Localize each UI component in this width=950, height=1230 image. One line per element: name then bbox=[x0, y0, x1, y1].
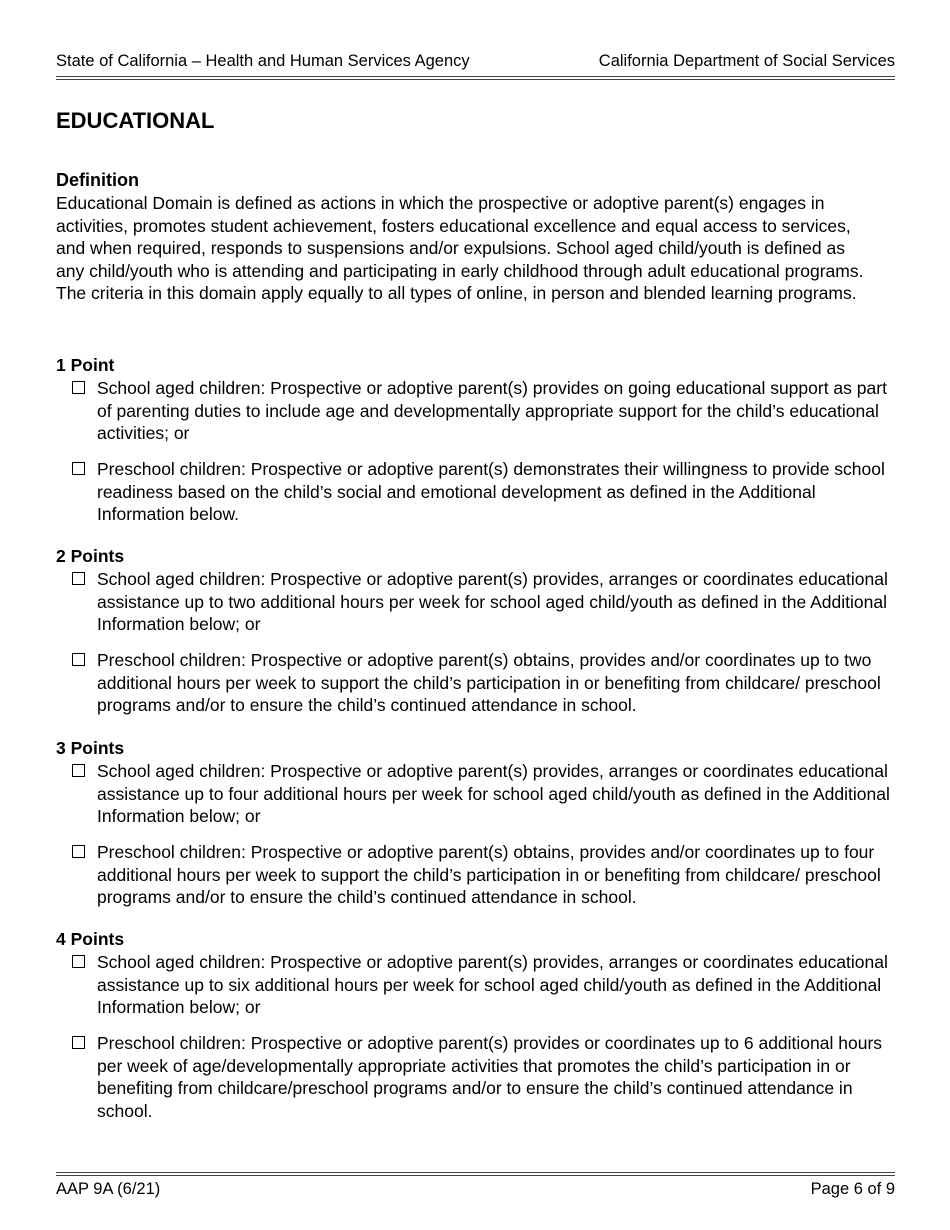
points-4-item-preschool bbox=[72, 1032, 897, 1122]
item-text: School aged children: Prospective or adoptive parent(s) provides, arranges or coordinates educational assistance up to four additional hours per week for school aged child/youth as defined in the Additional Information below; or bbox=[97, 761, 890, 826]
page-title: EDUCATIONAL bbox=[56, 108, 215, 133]
points-3-item-preschool bbox=[72, 841, 897, 909]
header-department: California Department of Social Services bbox=[598, 52, 895, 70]
item-text: School aged children: Prospective or adoptive parent(s) provides, arranges or coordinates educational assistance up to six additional hours per week for school aged child/youth as defined in the Additional Information below; or bbox=[97, 952, 888, 1017]
footer-rule bbox=[56, 1172, 895, 1173]
points-3-item-school bbox=[72, 760, 897, 828]
points-1-item-school bbox=[72, 377, 897, 445]
points-3-heading: 3 Points bbox=[56, 738, 125, 758]
page-footer bbox=[56, 1180, 895, 1199]
header-rule bbox=[56, 76, 895, 77]
checkbox[interactable] bbox=[72, 1036, 85, 1049]
footer-rule bbox=[56, 1175, 895, 1176]
form-number: AAP 9A (6/21) bbox=[56, 1180, 161, 1198]
points-1-heading: 1 Point bbox=[56, 355, 115, 375]
header-agency: State of California – Health and Human Services Agency bbox=[56, 52, 470, 70]
page-number: Page 6 of 9 bbox=[810, 1180, 895, 1198]
page-header bbox=[56, 52, 895, 71]
points-4-item-school bbox=[72, 951, 897, 1019]
checkbox[interactable] bbox=[72, 955, 85, 968]
points-4-heading: 4 Points bbox=[56, 929, 125, 949]
item-text: Preschool children: Prospective or adoptive parent(s) obtains, provides and/or coordinates up to four additional hours per week to support the child’s participation in or benefiting from childcare/ preschool programs and/or to ensure the child’s continued attendance in school. bbox=[97, 842, 881, 907]
checkbox[interactable] bbox=[72, 572, 85, 585]
document-page bbox=[56, 0, 895, 1230]
points-1-item-preschool bbox=[72, 458, 897, 526]
item-text: School aged children: Prospective or adoptive parent(s) provides, arranges or coordinates educational assistance up to two additional hours per week for school aged child/youth as defined in the Additional Information below; or bbox=[97, 569, 888, 634]
points-2-item-school bbox=[72, 568, 897, 636]
definition-heading: Definition bbox=[56, 170, 139, 190]
item-text: School aged children: Prospective or adoptive parent(s) provides on going educational support as part of parenting duties to include age and developmentally appropriate support for the child’s educational activities; or bbox=[97, 378, 887, 443]
item-text: Preschool children: Prospective or adoptive parent(s) demonstrates their willingness to provide school readiness based on the child’s social and emotional development as defined in the Additional Information below. bbox=[97, 459, 885, 524]
points-2-heading: 2 Points bbox=[56, 546, 125, 566]
definition-text: Educational Domain is defined as actions in which the prospective or adoptive parent(s) engages in activities, promotes student achievement, fosters educational excellence and equal access to services, and when required, responds to suspensions and/or expulsions. School aged child/youth is defined as any child/youth who is attending and participating in early childhood through adult educational programs. The criteria in this domain apply equally to all types of online, in person and blended learning programs. bbox=[56, 193, 864, 303]
checkbox[interactable] bbox=[72, 462, 85, 475]
points-2-item-preschool bbox=[72, 649, 897, 717]
item-text: Preschool children: Prospective or adoptive parent(s) obtains, provides and/or coordinates up to two additional hours per week to support the child’s participation in or benefiting from childcare/ preschool programs and/or to ensure the child’s continued attendance in school. bbox=[97, 650, 881, 715]
checkbox[interactable] bbox=[72, 764, 85, 777]
checkbox[interactable] bbox=[72, 381, 85, 394]
header-rule bbox=[56, 79, 895, 80]
checkbox[interactable] bbox=[72, 653, 85, 666]
checkbox[interactable] bbox=[72, 845, 85, 858]
item-text: Preschool children: Prospective or adoptive parent(s) provides or coordinates up to 6 additional hours per week of age/developmentally appropriate activities that promotes the child’s participation in or benefiting from childcare/preschool programs and/or to ensure the child’s continued attendance in school. bbox=[97, 1033, 883, 1121]
